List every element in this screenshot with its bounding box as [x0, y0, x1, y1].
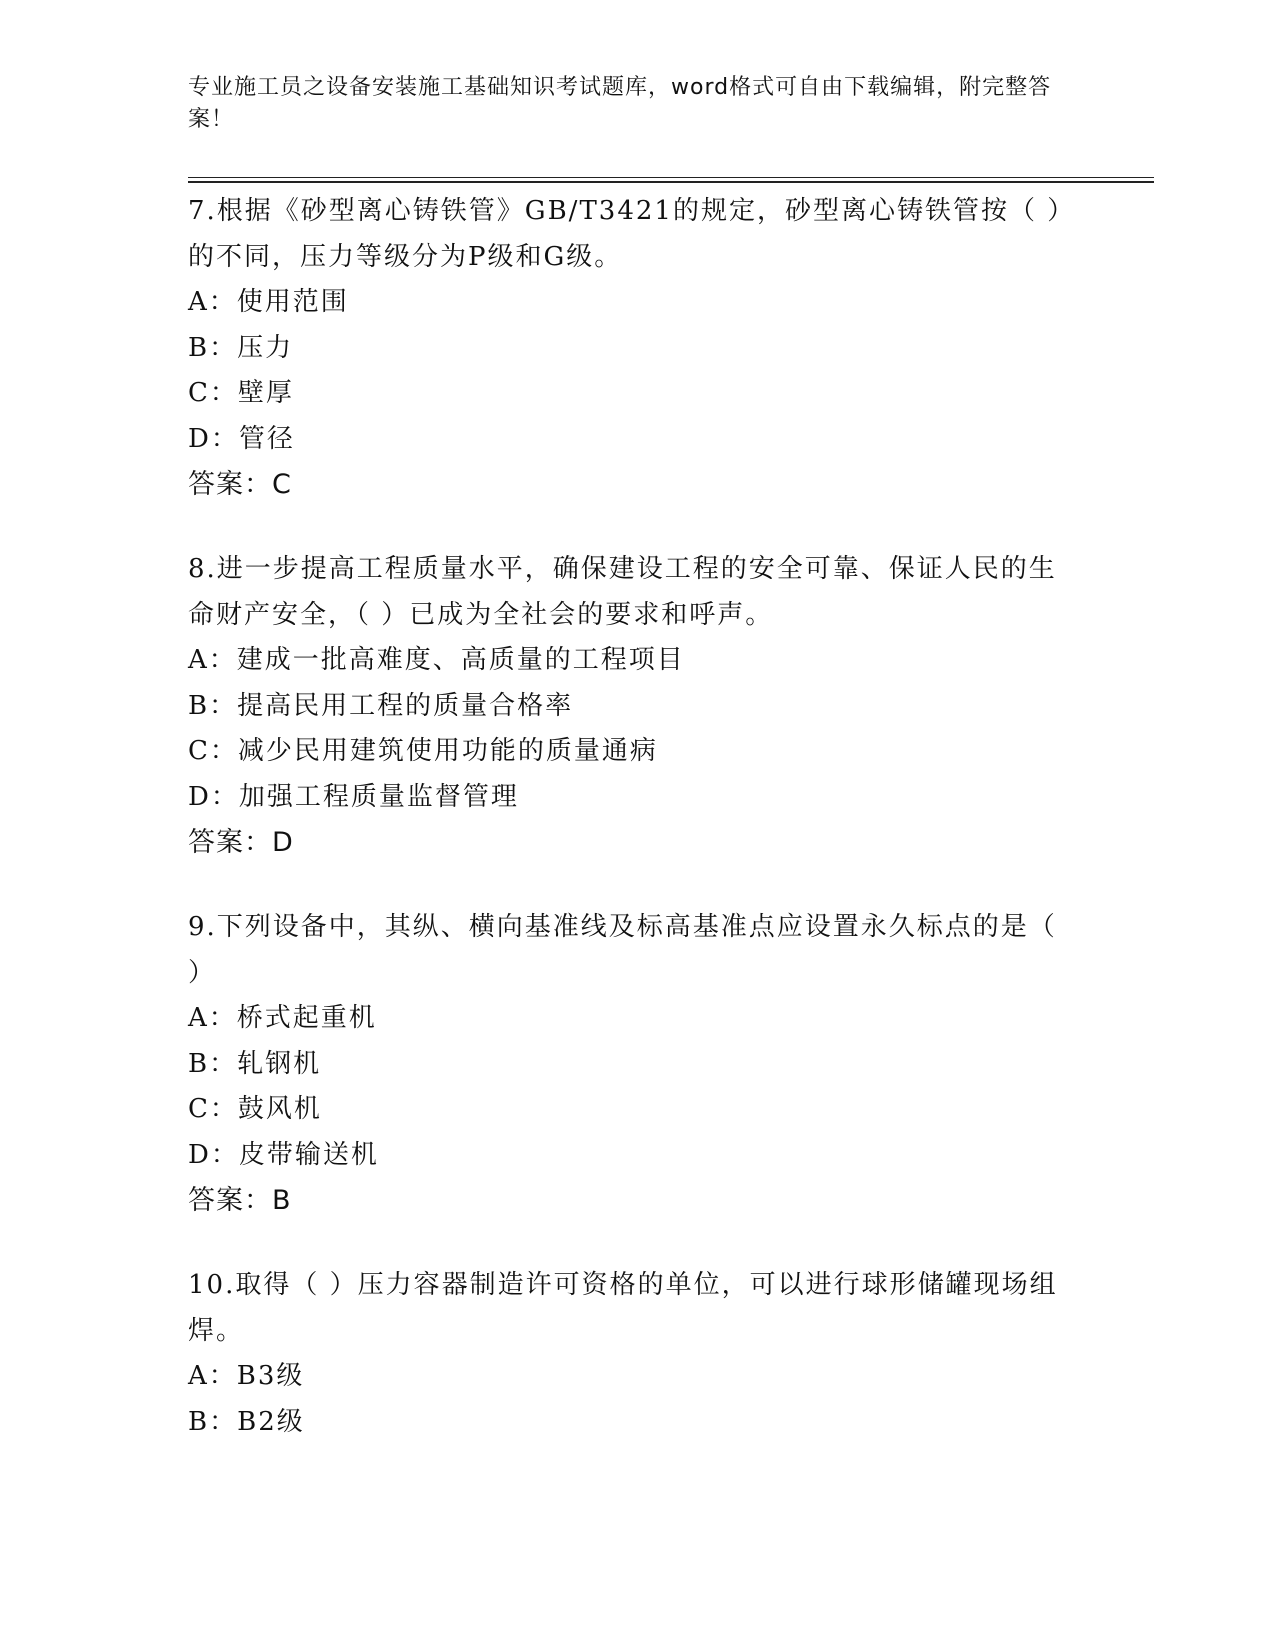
- question-8: [188, 546, 1068, 866]
- option-c: C：鼓风机: [188, 1094, 322, 1124]
- option-a: A：B3级: [188, 1361, 305, 1391]
- question-text: 10.取得（ ）压力容器制造许可资格的单位，可以进行球形储罐现场组焊。: [188, 1270, 1058, 1346]
- option-d: D：加强工程质量监督管理: [188, 781, 519, 812]
- answer: 答案：D: [188, 827, 294, 858]
- answer: 答案：B: [188, 1185, 292, 1216]
- option-a: A：桥式起重机: [188, 1003, 377, 1033]
- question-list: [188, 188, 1068, 1483]
- option-d: D：皮带输送机: [188, 1139, 379, 1170]
- option-b: B：B2级: [188, 1406, 305, 1437]
- header-divider-thin: [188, 177, 1154, 178]
- question-10: [188, 1262, 1068, 1445]
- question-text: 9.下列设备中，其纵、横向基准线及标高基准点应设置永久标点的是（ ）: [188, 912, 1057, 988]
- option-c: C：壁厚: [188, 378, 294, 408]
- question-9: [188, 904, 1068, 1224]
- option-a: A：建成一批高难度、高质量的工程项目: [188, 645, 685, 675]
- option-a: A：使用范围: [188, 287, 349, 317]
- question-7: [188, 188, 1068, 508]
- option-d: D：管径: [188, 423, 295, 454]
- option-b: B：轧钢机: [188, 1048, 322, 1079]
- option-c: C：减少民用建筑使用功能的质量通病: [188, 736, 658, 766]
- option-b: B：提高民用工程的质量合格率: [188, 690, 574, 721]
- question-text: 7.根据《砂型离心铸铁管》GB/T3421的规定，砂型离心铸铁管按（ ）的不同，压力等级分为P级和G级。: [188, 196, 1063, 272]
- answer: 答案：C: [188, 469, 292, 500]
- question-text: 8.进一步提高工程质量水平，确保建设工程的安全可靠、保证人民的生命财产安全，（ ）已成为全社会的要求和呼声。: [188, 554, 1057, 630]
- document-header: 专业施工员之设备安装施工基础知识考试题库，word格式可自由下载编辑，附完整答案！: [188, 75, 1052, 132]
- header-divider-thick: [188, 181, 1154, 183]
- option-b: B：压力: [188, 332, 294, 363]
